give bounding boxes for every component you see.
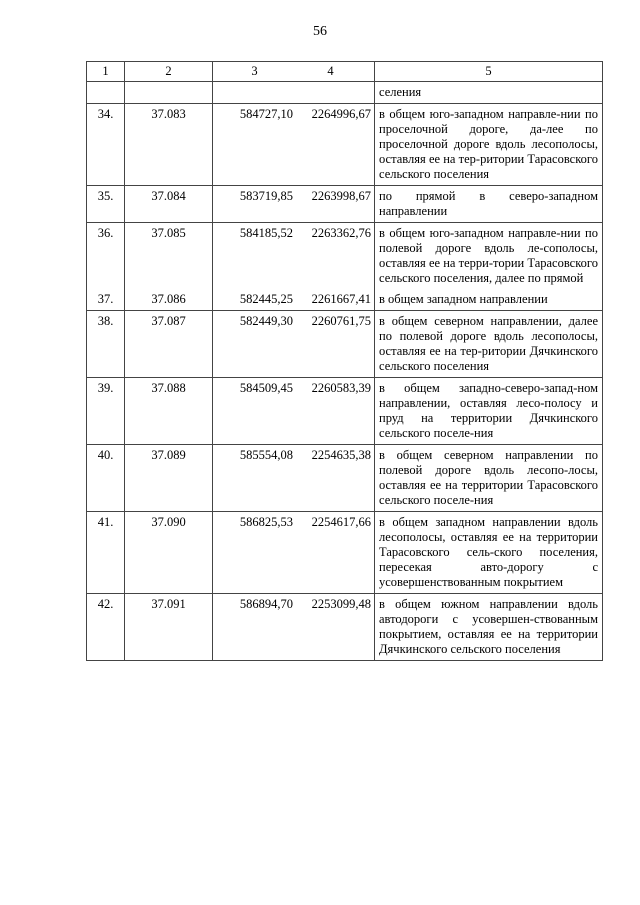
header-col-5: 5 [375,62,603,82]
direction-description: в общем северном направлении по полевой дороге вдоль лесопо-лосы, оставляя ее на территории Тарасовского сельского поселе-ния [375,445,603,512]
row-number: 42. [87,594,125,661]
header-col-3-4 [213,62,375,82]
table-row [87,378,603,445]
header-col-2: 2 [125,62,213,82]
header-col-3: 3 [251,64,258,78]
coordinates [213,311,375,378]
table-row [87,104,603,186]
coord-y: 2260583,39 [311,381,371,395]
direction-description: в общем северном направлении, далее по полевой дороге вдоль лесополосы, оставляя ее на тер-ритории Дячкинского сельского поселения [375,311,603,378]
coord-y: 2260761,75 [311,314,371,328]
coordinates [213,378,375,445]
table-row [87,594,603,661]
table-header-row [87,62,603,82]
page-number: 56 [313,24,327,39]
header-col-1: 1 [87,62,125,82]
row-number: 34. [87,104,125,186]
direction-description: по прямой в северо-западном направлении [375,186,603,223]
coordinates [213,512,375,594]
coordinates [213,104,375,186]
coord-y: 2253099,48 [311,597,371,611]
row-number: 37. [87,289,125,311]
row-number: 35. [87,186,125,223]
point-id: 37.084 [125,186,213,223]
row-number: 38. [87,311,125,378]
table-row [87,223,603,290]
coord-y: 2263362,76 [311,226,371,240]
point-id: 37.083 [125,104,213,186]
direction-description: в общем юго-западном направле-нии по полевой дороге вдоль ле-сополосы, оставляя ее на терри-тории Тарасовского сельского поселения, далее по прямой [375,223,603,290]
direction-description: в общем юго-западном направле-нии по проселочной дороге, да-лее по проселочной дороге вдоль лесополосы, оставляя ее на тер-ритории Тарасовского сельского поселения [375,104,603,186]
row-number: 41. [87,512,125,594]
boundary-points-table [86,61,603,661]
table-row [87,445,603,512]
coord-x: 584185,52 [239,226,293,240]
coord-y: 2254635,38 [311,448,371,462]
continuation-text: селения [375,82,603,104]
point-id: 37.086 [125,289,213,311]
coordinates [213,445,375,512]
coord-y: 2264996,67 [311,107,371,121]
direction-description: в общем западном направлении [375,289,603,311]
point-id: 37.088 [125,378,213,445]
direction-description: в общем южном направлении вдоль автодороги с усовершен-ствованным покрытием, оставляя ее на территории Дячкинского сельского поселения [375,594,603,661]
coord-x: 584727,10 [239,107,293,121]
header-col-4: 4 [327,64,334,78]
point-id: 37.091 [125,594,213,661]
coord-x: 582449,30 [239,314,293,328]
table-row [87,186,603,223]
point-id: 37.085 [125,223,213,290]
point-id: 37.090 [125,512,213,594]
row-number: 40. [87,445,125,512]
coord-x: 585554,08 [239,448,293,462]
coordinates [213,186,375,223]
coord-x: 584509,45 [239,381,293,395]
coord-x: 586825,53 [239,515,293,529]
coordinates [213,289,375,311]
point-id: 37.087 [125,311,213,378]
coord-y: 2263998,67 [311,189,371,203]
coord-x: 583719,85 [239,189,293,203]
coord-y: 2261667,41 [311,292,371,306]
coord-x: 582445,25 [239,292,293,306]
continuation-row [87,82,603,104]
point-id: 37.089 [125,445,213,512]
table-row [87,512,603,594]
row-number: 39. [87,378,125,445]
table-row [87,311,603,378]
direction-description: в общем западном направлении вдоль лесополосы, оставляя ее на территории Тарасовского сель-ского поселения, пересекая авто-дорогу с усовершенствованным покрытием [375,512,603,594]
coord-x: 586894,70 [239,597,293,611]
coord-y: 2254617,66 [311,515,371,529]
coordinates [213,594,375,661]
row-number: 36. [87,223,125,290]
coordinates [213,223,375,290]
table-row [87,289,603,311]
direction-description: в общем западно-северо-запад-ном направлении, оставляя лесо-полосу и пруд на территории Дячкинского сельского поселе-ния [375,378,603,445]
